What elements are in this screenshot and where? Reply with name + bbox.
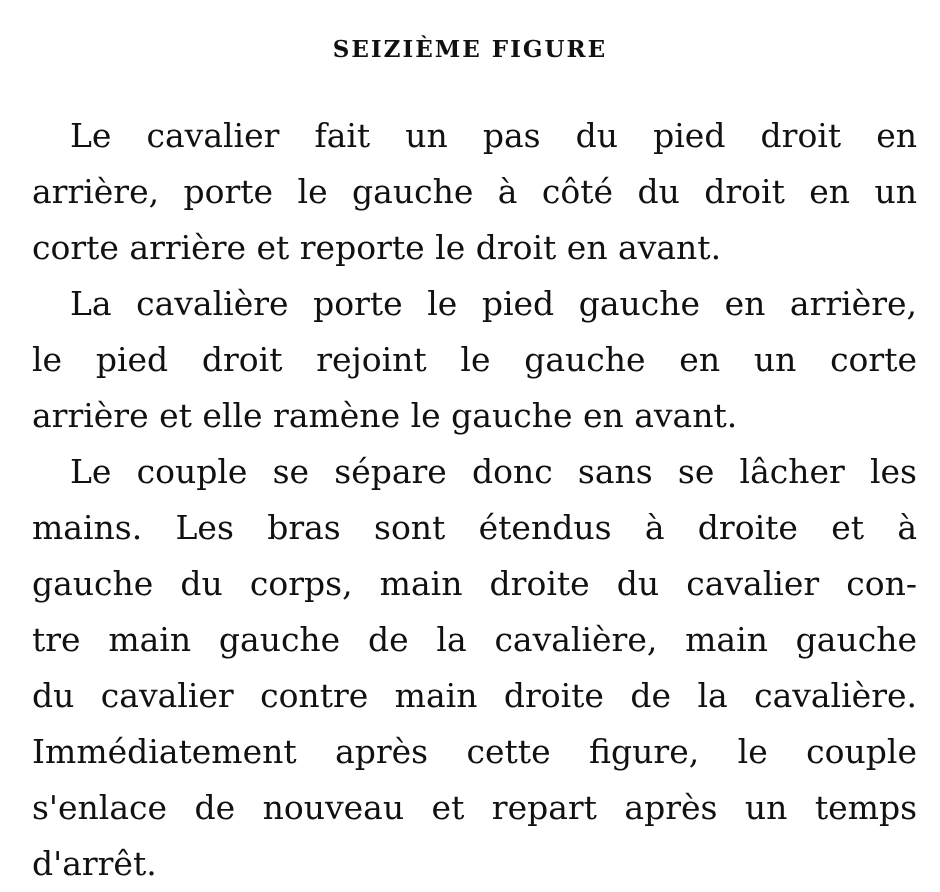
text-line: s'enlace de nouveau et repart après un temps: [32, 788, 917, 827]
text-line: corte arrière et reporte le droit en avant.: [32, 228, 722, 267]
text-line: gauche du corps, main droite du cavalier con-: [32, 564, 917, 603]
text-line: Le cavalier fait un pas du pied droit en: [70, 116, 917, 155]
text-line: Immédiatement après cette figure, le couple: [32, 732, 917, 771]
text-line: mains. Les bras sont étendus à droite et à: [32, 508, 917, 547]
text-line: du cavalier contre main droite de la cavalière.: [32, 676, 917, 715]
text-line: arrière et elle ramène le gauche en avant.: [32, 396, 738, 435]
text-line: tre main gauche de la cavalière, main gauche: [32, 620, 917, 659]
text-line: Le couple se sépare donc sans se lâcher les: [70, 452, 917, 491]
text-line: le pied droit rejoint le gauche en un corte: [32, 340, 917, 379]
text-line: arrière, porte le gauche à côté du droit en un: [32, 172, 917, 211]
page-heading: SEIZIÈME FIGURE: [332, 36, 608, 63]
text-line: La cavalière porte le pied gauche en arrière,: [70, 284, 917, 323]
text-line: d'arrêt.: [32, 844, 157, 883]
body-text: [32, 108, 917, 892]
